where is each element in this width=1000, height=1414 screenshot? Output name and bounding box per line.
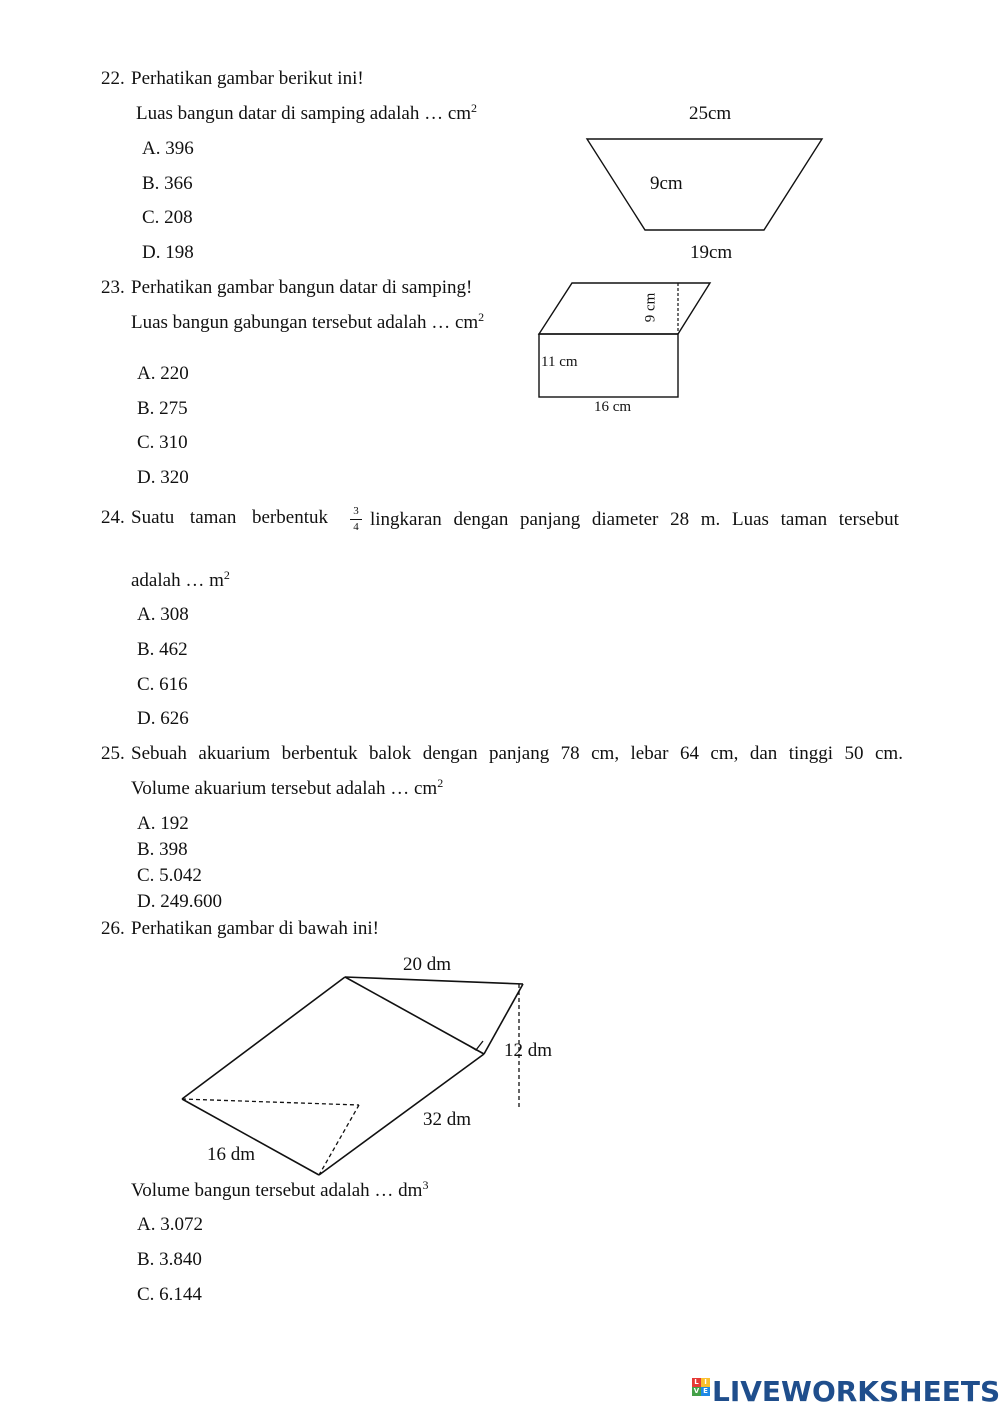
- q26-edge-label: 32 dm: [423, 1109, 472, 1130]
- q22-height-label: 9cm: [650, 173, 683, 194]
- q25-line2-sup: 2: [437, 776, 444, 790]
- q24-word: dengan: [453, 509, 509, 530]
- q26-option-a[interactable]: A. 3.072: [137, 1214, 203, 1235]
- q23-number: 23.: [101, 277, 125, 298]
- liveworksheets-logo-icon: [692, 1378, 710, 1404]
- q22-number: 22.: [101, 68, 125, 89]
- q22-option-d[interactable]: D. 198: [142, 242, 194, 263]
- q23-side-label: 11 cm: [541, 354, 578, 370]
- q25-word: tinggi: [788, 743, 834, 764]
- q26-hidden-edge-2: [319, 1105, 359, 1175]
- q22-option-b[interactable]: B. 366: [142, 173, 193, 194]
- q25-word: panjang: [489, 743, 550, 764]
- q23-prompt: Perhatikan gambar bangun datar di samping!: [131, 277, 473, 298]
- q24-word: Luas: [732, 509, 769, 530]
- q25-line2-text: Volume akuarium tersebut adalah … cm: [131, 778, 438, 799]
- q24-word: taman: [189, 507, 237, 528]
- q25-word: 50: [844, 743, 864, 764]
- q25-option-b[interactable]: B. 398: [137, 839, 188, 860]
- logo-tile-l: L: [692, 1378, 701, 1387]
- q25-word: cm,: [591, 743, 620, 764]
- q25-option-a[interactable]: A. 192: [137, 813, 189, 834]
- logo-tile-v: V: [693, 1387, 700, 1395]
- q24-option-b[interactable]: B. 462: [137, 639, 188, 660]
- q25-word: dengan: [422, 743, 478, 764]
- q24-word: tersebut: [838, 509, 899, 530]
- q26-question-sup: 3: [422, 1178, 429, 1192]
- q25-word: 78: [560, 743, 580, 764]
- q22-question-sup: 2: [471, 101, 478, 115]
- q23-option-c[interactable]: C. 310: [137, 432, 188, 453]
- q26-top-label: 20 dm: [403, 954, 452, 975]
- q25-option-c[interactable]: C. 5.042: [137, 865, 202, 886]
- q24-word: lingkaran: [370, 509, 442, 530]
- q22-prompt: Perhatikan gambar berikut ini!: [131, 68, 364, 89]
- q24-option-a[interactable]: A. 308: [137, 604, 189, 625]
- q22-bottom-label: 19cm: [690, 242, 733, 263]
- q24-fraction-den: 4: [353, 521, 359, 533]
- q25-number: 25.: [101, 743, 125, 764]
- q23-option-b[interactable]: B. 275: [137, 398, 188, 419]
- q22-question-text: Luas bangun datar di samping adalah … cm: [136, 103, 472, 124]
- q24-option-c[interactable]: C. 616: [137, 674, 188, 695]
- q25-word: lebar: [630, 743, 669, 764]
- q24-option-d[interactable]: D. 626: [137, 708, 189, 729]
- q25-word: berbentuk: [281, 743, 358, 764]
- q24-line2-sup: 2: [223, 568, 230, 582]
- q24-word: panjang: [520, 509, 581, 530]
- q24-word: Suatu: [131, 507, 175, 528]
- q25-word: 64: [679, 743, 699, 764]
- q22-option-c[interactable]: C. 208: [142, 207, 193, 228]
- q24-word: berbentuk: [252, 507, 328, 528]
- q25-word: cm,: [710, 743, 739, 764]
- q26-option-b[interactable]: B. 3.840: [137, 1249, 202, 1270]
- q26-edge-diagonal-top: [345, 977, 484, 1054]
- q25-word: balok: [369, 743, 412, 764]
- q26-question-text: Volume bangun tersebut adalah … dm: [131, 1180, 423, 1201]
- q22-top-label: 25cm: [689, 103, 732, 124]
- q23-base-label: 16 cm: [594, 399, 632, 415]
- q26-edge-left-top: [182, 977, 345, 1099]
- q26-base-label: 16 dm: [207, 1144, 256, 1165]
- q24-word: taman: [780, 509, 828, 530]
- q24-word: diameter: [591, 509, 659, 530]
- q26-option-c[interactable]: C. 6.144: [137, 1284, 202, 1305]
- q25-word: dan: [749, 743, 778, 764]
- liveworksheets-logo-text: LIVEWORKSHEETS: [712, 1374, 1000, 1408]
- q25-word: Sebuah: [131, 743, 187, 764]
- q25-option-d[interactable]: D. 249.600: [137, 891, 222, 912]
- q23-option-d[interactable]: D. 320: [137, 467, 189, 488]
- q25-word: cm.: [874, 743, 903, 764]
- q24-word: m.: [700, 509, 721, 530]
- logo-tile-e: E: [701, 1387, 710, 1396]
- q26-height-label: 12 dm: [504, 1040, 553, 1061]
- q24-line2-text: adalah … m: [131, 570, 224, 591]
- q26-number: 26.: [101, 918, 125, 939]
- q24-fraction-num: 3: [353, 505, 359, 517]
- q26-edge-top: [345, 977, 523, 984]
- q24-number: 24.: [101, 507, 125, 528]
- q22-option-a[interactable]: A. 396: [142, 138, 194, 159]
- q23-question-sup: 2: [478, 310, 485, 324]
- q23-question-text: Luas bangun gabungan tersebut adalah … cm: [131, 312, 479, 333]
- q23-option-a[interactable]: A. 220: [137, 363, 189, 384]
- q26-hidden-edge-1: [182, 1099, 359, 1105]
- q25-word: akuarium: [198, 743, 271, 764]
- liveworksheets-logo[interactable]: [692, 1374, 1000, 1408]
- logo-tile-i: I: [701, 1378, 710, 1387]
- q23-height-label: 9 cm: [642, 292, 659, 323]
- q24-word: 28: [670, 509, 690, 530]
- q26-question: [131, 1178, 429, 1201]
- q26-prompt: Perhatikan gambar di bawah ini!: [131, 918, 379, 939]
